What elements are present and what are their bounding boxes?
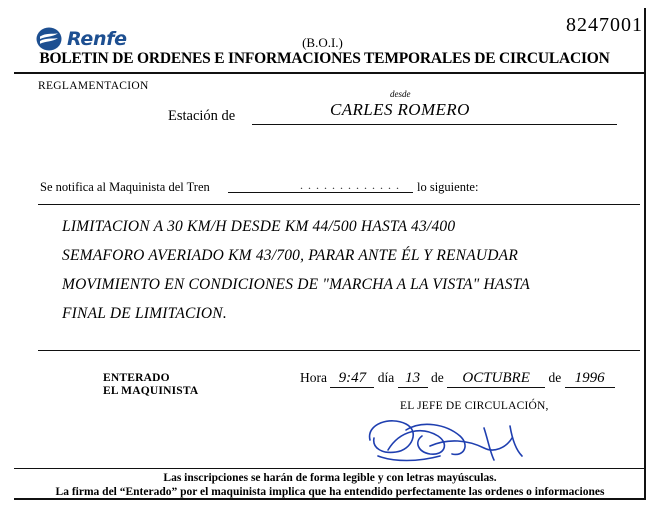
- estacion-value-annotation: desde: [390, 89, 411, 99]
- document-number: 8247001: [566, 14, 643, 36]
- body-divider-bottom: [38, 350, 640, 351]
- estacion-value: CARLES ROMERO: [330, 100, 470, 119]
- signature-scribble: [360, 410, 535, 472]
- estacion-label: Estación de: [168, 108, 236, 124]
- body-line: LIMITACION A 30 KM/H DESDE KM 44/500 HASTA 43/400: [62, 218, 456, 235]
- body-line: SEMAFORO AVERIADO KM 43/700, PARAR ANTE ÉL Y RENAUDAR: [62, 247, 518, 264]
- estacion-field-line: [252, 124, 617, 125]
- renfe-wordmark: Renfe: [67, 28, 127, 50]
- jefe-circulacion-label: EL JEFE DE CIRCULACIÓN,: [400, 400, 549, 412]
- note-line-1: Las inscripciones se harán de forma legible y con letras mayúsculas.: [163, 472, 497, 484]
- tren-field-line: [228, 192, 413, 193]
- datetime-row: [300, 370, 615, 388]
- body-line: FINAL DE LIMITACION.: [62, 305, 227, 322]
- hora-label: Hora: [300, 370, 327, 385]
- dia-label: día: [377, 370, 395, 385]
- de-label-2: de: [548, 370, 562, 385]
- body-divider-top: [38, 204, 640, 205]
- enterado-line-2: EL MAQUINISTA: [103, 385, 199, 397]
- hora-value: 9:47: [330, 370, 374, 388]
- de-label-1: de: [431, 370, 444, 385]
- enterado-block: [103, 372, 198, 398]
- enterado-line-1: ENTERADO: [103, 372, 170, 384]
- dia-value: 13: [398, 370, 428, 388]
- notifica-label: Se notifica al Maquinista del Tren: [40, 180, 210, 194]
- boi-abbreviation: (B.O.I.): [302, 35, 343, 50]
- reglamentacion-label: REGLAMENTACION: [38, 80, 149, 92]
- notes-divider: [14, 468, 646, 469]
- document-title: BOLETIN DE ORDENES E INFORMACIONES TEMPORALES DE CIRCULACION: [39, 50, 610, 67]
- body-line: MOVIMIENTO EN CONDICIONES DE "MARCHA A LA VISTA" HASTA: [62, 276, 530, 293]
- anio-value: 1996: [565, 370, 615, 388]
- notifica-tail: lo siguiente:: [417, 180, 479, 194]
- mes-value: OCTUBRE: [447, 370, 545, 388]
- body-text-block: [62, 212, 642, 328]
- header-divider: [14, 72, 646, 74]
- note-line-2: La firma del “Enterado” por el maquinista implica que ha entendido perfectamente las ordenes o informaciones: [55, 486, 605, 498]
- notifica-dots: . . . . . . . . . . . . .: [300, 178, 400, 192]
